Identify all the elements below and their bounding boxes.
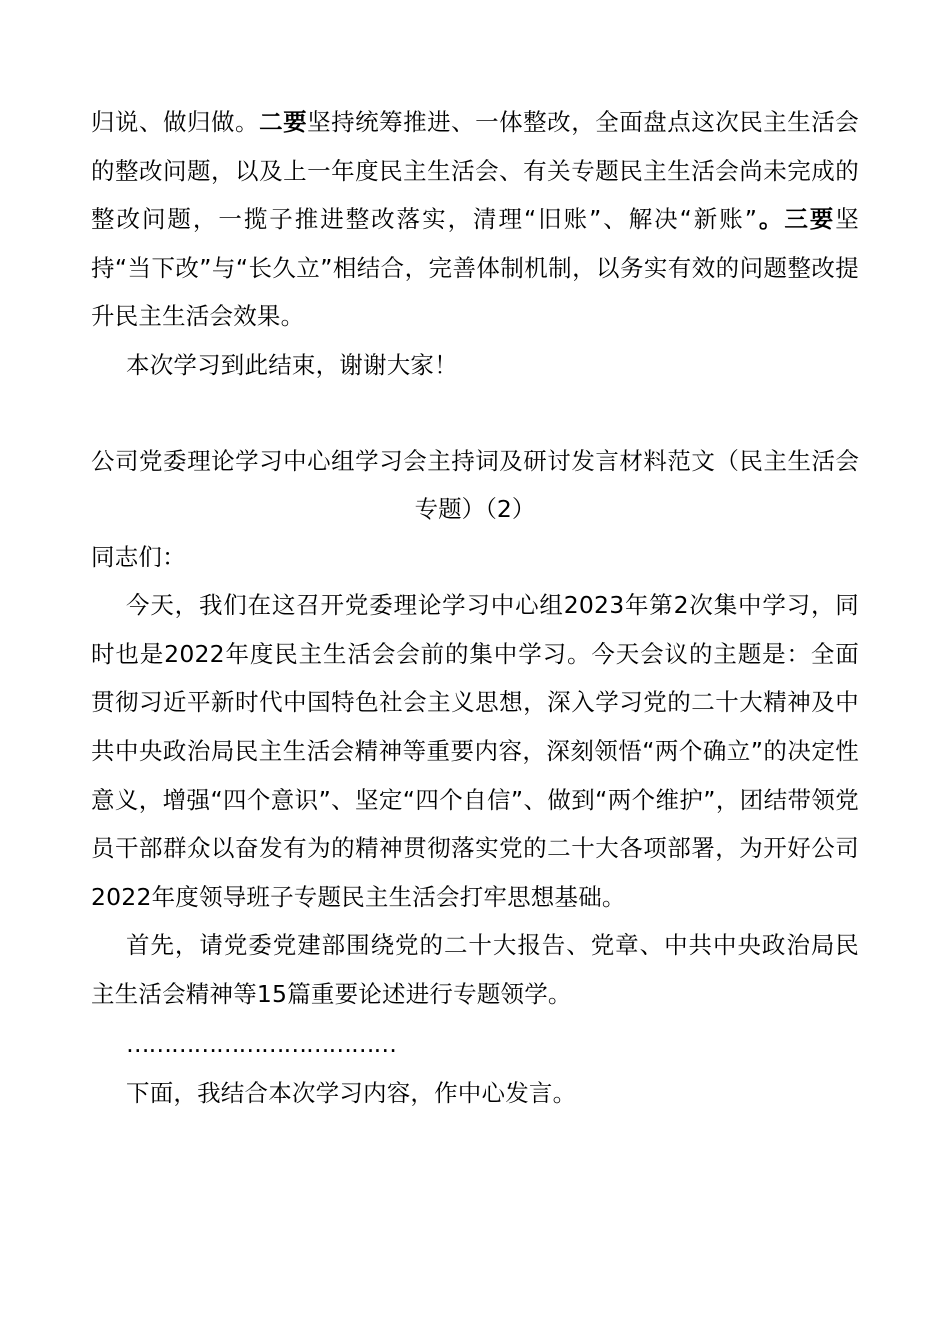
document-page [91,98,859,1117]
paragraph-first-step: 首先，请党委党建部围绕党的二十大报告、党章、中共中央政治局民主生活会精神等15篇重要论述进行专题领学。 [91,931,859,1008]
bold-text-run: 二要 [259,108,308,136]
greeting: 同志们： [91,542,186,571]
title-line-1: 公司党委理论学习中心组学习会主持词及研讨发言材料范文（民主生活会 [91,446,859,475]
document-title [91,437,859,533]
text-run: 坚持统筹推进、一体整改，全面盘点这次民主生活会的整改问题，以及上一年度民主生活会、有关专题民主生活会尚未完成的整改问题，一揽子推进整改落实，清理“旧账”、解决“新账” [91,108,859,234]
ellipsis-divider: ……………………………… [126,1029,396,1058]
title-line-2: 专题）（2） [414,494,536,523]
text-run: 归说、做归做。 [91,108,260,136]
paragraph-opening: 今天，我们在这召开党委理论学习中心组2023年第2次集中学习，同时也是2022年度民主生活会会前的集中学习。今天会议的主题是：全面贯彻习近平新时代中国特色社会主义思想，深入学习党的二十大精神及中共中央政治局民主生活会精神等重要内容，深刻领悟“两个确立”的决定性意义，增强“四个意识”、坚定“四个自信”、做到“两个维护”，团结带领党员干部群众以奋发有为的精神贯彻落实党的二十大各项部署，为开好公司2022年度领导班子专题民主生活会打牢思想基础。 [91,591,859,911]
paragraph-continuation [91,98,859,341]
closing-paragraph: 本次学习到此结束，谢谢大家！ [126,350,458,379]
text-run: 坚持“当下改”与“长久立”相结合，完善体制机制，以务实有效的问题整改提升民主生活会效果。 [91,205,859,331]
paragraph-next: 下面，我结合本次学习内容，作中心发言。 [126,1078,577,1107]
bold-text-run: 。三要 [757,205,836,234]
